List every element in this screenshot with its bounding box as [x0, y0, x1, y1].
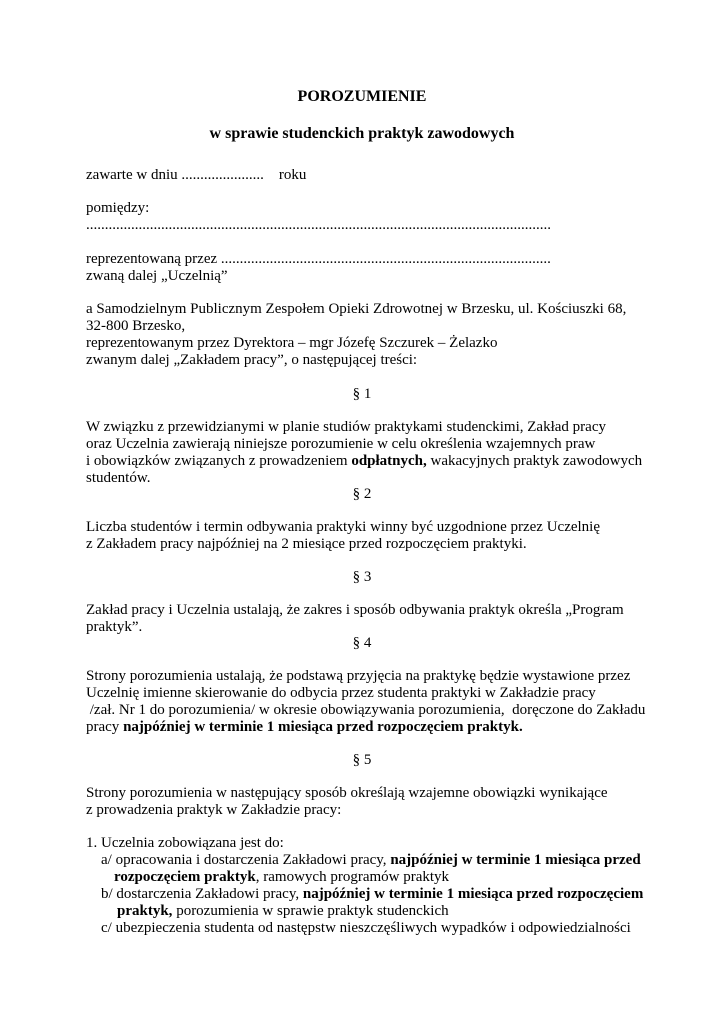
- section-2-heading: § 2: [352, 486, 372, 502]
- section-4-line-4: pracy najpóźniej w terminie 1 miesiąca przed rozpoczęciem praktyk.: [86, 719, 523, 735]
- section-1-line-3: i obowiązków związanych z prowadzeniem odpłatnych, wakacyjnych praktyk zawodowych: [86, 453, 643, 469]
- employer-line-1: a Samodzielnym Publicznym Zespołem Opieki Zdrowotnej w Brzesku, ul. Kościuszki 68,: [86, 301, 627, 317]
- employer-line-4: zwanym dalej „Zakładem pracy”, o następującej treści:: [86, 352, 418, 368]
- section-5-line-1: Strony porozumienia w następujący sposób określają wzajemne obowiązki wynikające: [86, 785, 608, 801]
- section-5-item-1: 1. Uczelnia zobowiązana jest do:: [86, 835, 284, 851]
- party-dots: ............................................................................................................................: [86, 217, 551, 233]
- section-3-line-2: praktyk”.: [86, 619, 143, 635]
- section-5-line-2: z prowadzenia praktyk w Zakładzie pracy:: [86, 802, 342, 818]
- section-1-line-4: studentów.: [86, 470, 151, 486]
- section-5-item-b-line-1: b/ dostarczenia Zakładowi pracy, najpóźniej w terminie 1 miesiąca przed rozpoczęciem: [101, 886, 644, 902]
- represented-line: reprezentowaną przez ........................................................................................: [86, 251, 551, 267]
- section-1-heading: § 1: [352, 386, 372, 402]
- employer-line-2: 32-800 Brzesko,: [86, 318, 186, 334]
- section-2-line-2: z Zakładem pracy najpóźniej na 2 miesiące przed rozpoczęciem praktyki.: [86, 536, 527, 552]
- section-2-line-1: Liczba studentów i termin odbywania praktyki winny być uzgodnione przez Uczelnię: [86, 519, 600, 535]
- section-4-line-3: /zał. Nr 1 do porozumienia/ w okresie obowiązywania porozumienia, doręczone do Zakładu: [86, 702, 646, 718]
- document-subtitle: w sprawie studenckich praktyk zawodowych: [209, 125, 515, 142]
- section-5-item-a-line-2: rozpoczęciem praktyk, ramowych programów praktyk: [114, 869, 450, 885]
- section-5-item-a-line-1: a/ opracowania i dostarczenia Zakładowi pracy, najpóźniej w terminie 1 miesiąca przed: [101, 852, 641, 868]
- section-3-line-1: Zakład pracy i Uczelnia ustalają, że zakres i sposób odbywania praktyk określa „Program: [86, 602, 624, 618]
- section-3-heading: § 3: [352, 569, 372, 585]
- section-4-line-1: Strony porozumienia ustalają, że podstawą przyjęcia na praktykę będzie wystawione przez: [86, 668, 631, 684]
- section-1-line-1: W związku z przewidzianymi w planie studiów praktykami studenckimi, Zakład pracy: [86, 419, 606, 435]
- section-5-heading: § 5: [352, 752, 372, 768]
- document-title: POROZUMIENIE: [297, 88, 427, 105]
- date-line: zawarte w dniu ...................... roku: [86, 167, 307, 183]
- section-5-item-b-line-2: praktyk, porozumienia w sprawie praktyk studenckich: [117, 903, 449, 919]
- between-label: pomiędzy:: [86, 200, 150, 216]
- employer-line-3: reprezentowanym przez Dyrektora – mgr Józefę Szczurek – Żelazko: [86, 335, 498, 351]
- called-university: zwaną dalej „Uczelnią”: [86, 268, 228, 284]
- section-4-line-2: Uczelnię imienne skierowanie do odbycia przez studenta praktyki w Zakładzie pracy: [86, 685, 596, 701]
- section-4-heading: § 4: [352, 635, 372, 651]
- section-1-line-2: oraz Uczelnia zawierają niniejsze porozumienie w celu określenia wzajemnych praw: [86, 436, 596, 452]
- section-5-item-c-line-1: c/ ubezpieczenia studenta od następstw nieszczęśliwych wypadków i odpowiedzialności: [101, 920, 631, 936]
